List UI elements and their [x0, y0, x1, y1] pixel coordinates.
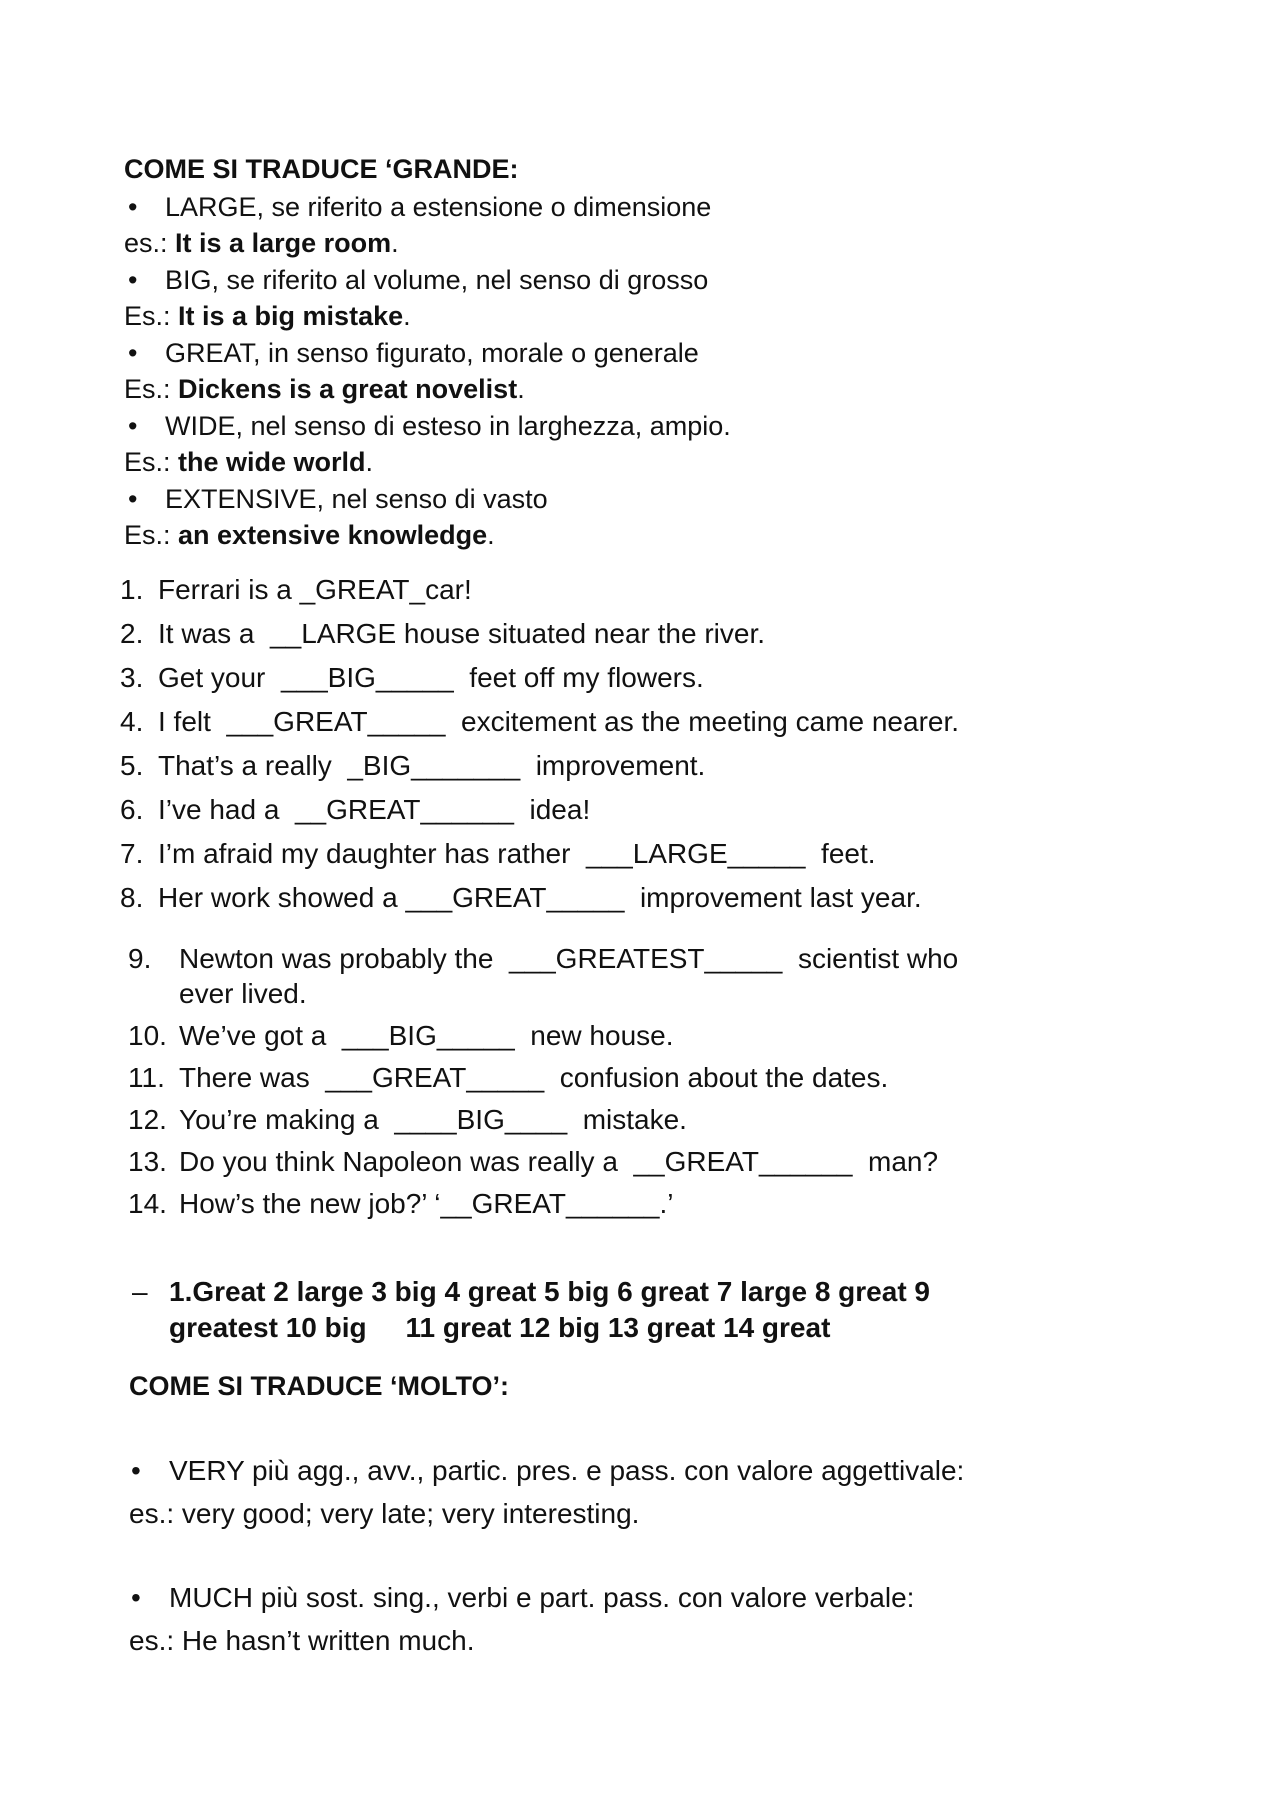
- bullet-icon: •: [128, 411, 138, 441]
- list-item: 13. Do you think Napoleon was really a __GREAT______ man?: [128, 1146, 939, 1177]
- bullet-icon: •: [128, 338, 138, 368]
- example-big: Es.: It is a big mistake.: [124, 301, 411, 331]
- definition-large: LARGE, se riferito a estensione o dimensione: [165, 192, 712, 222]
- list-item-continuation: ever lived.: [179, 978, 307, 1009]
- list-item: 10. We’ve got a ___BIG_____ new house.: [128, 1020, 674, 1051]
- list-item: 5. That’s a really _BIG_______ improvement.: [120, 750, 706, 781]
- list-item: 14. How’s the new job?’ ‘__GREAT______.’: [128, 1188, 674, 1219]
- definition-big: BIG, se riferito al volume, nel senso di grosso: [165, 265, 709, 295]
- definition-great: GREAT, in senso figurato, morale o generale: [165, 338, 699, 368]
- bullet-icon: •: [131, 1455, 141, 1486]
- list-item: 2. It was a __LARGE house situated near the river.: [120, 618, 766, 649]
- example-wide: Es.: the wide world.: [124, 447, 374, 477]
- answer-key-line-2: greatest 10 big 11 great 12 big 13 great 14 great: [169, 1312, 831, 1343]
- list-item: 11. There was ___GREAT_____ confusion about the dates.: [128, 1062, 889, 1093]
- dash-icon: –: [132, 1276, 148, 1307]
- list-item: 12. You’re making a ____BIG____ mistake.: [128, 1104, 687, 1135]
- definition-wide: WIDE, nel senso di esteso in larghezza, ampio.: [165, 411, 731, 441]
- definition-extensive: EXTENSIVE, nel senso di vasto: [165, 484, 548, 514]
- example-extensive: Es.: an extensive knowledge.: [124, 520, 495, 550]
- list-item: 3. Get your ___BIG_____ feet off my flowers.: [120, 662, 704, 693]
- bullet-icon: •: [128, 484, 138, 514]
- bullet-icon: •: [128, 192, 138, 222]
- list-item: 4. I felt ___GREAT_____ excitement as the meeting came nearer.: [120, 706, 960, 737]
- definition-very: VERY più agg., avv., partic. pres. e pass. con valore aggettivale:: [169, 1455, 965, 1486]
- bullet-icon: •: [131, 1582, 141, 1613]
- section-title-molto: COME SI TRADUCE ‘MOLTO’:: [129, 1371, 509, 1401]
- example-much: es.: He hasn’t written much.: [129, 1625, 475, 1656]
- definition-much: MUCH più sost. sing., verbi e part. pass. con valore verbale:: [169, 1582, 915, 1613]
- bullet-icon: •: [128, 265, 138, 295]
- example-great: Es.: Dickens is a great novelist.: [124, 374, 525, 404]
- list-item: 9. Newton was probably the ___GREATEST_____ scientist who: [128, 943, 959, 974]
- list-item: 1. Ferrari is a _GREAT_car!: [120, 574, 472, 605]
- list-item: 8. Her work showed a ___GREAT_____ improvement last year.: [120, 882, 922, 913]
- example-large: es.: It is a large room.: [124, 228, 399, 258]
- section-title-grande: COME SI TRADUCE ‘GRANDE:: [124, 154, 519, 184]
- list-item: 7. I’m afraid my daughter has rather ___LARGE_____ feet.: [120, 838, 876, 869]
- answer-key-line-1: 1.Great 2 large 3 big 4 great 5 big 6 great 7 large 8 great 9: [169, 1276, 930, 1307]
- example-very: es.: very good; very late; very interesting.: [129, 1498, 640, 1529]
- list-item: 6. I’ve had a __GREAT______ idea!: [120, 794, 591, 825]
